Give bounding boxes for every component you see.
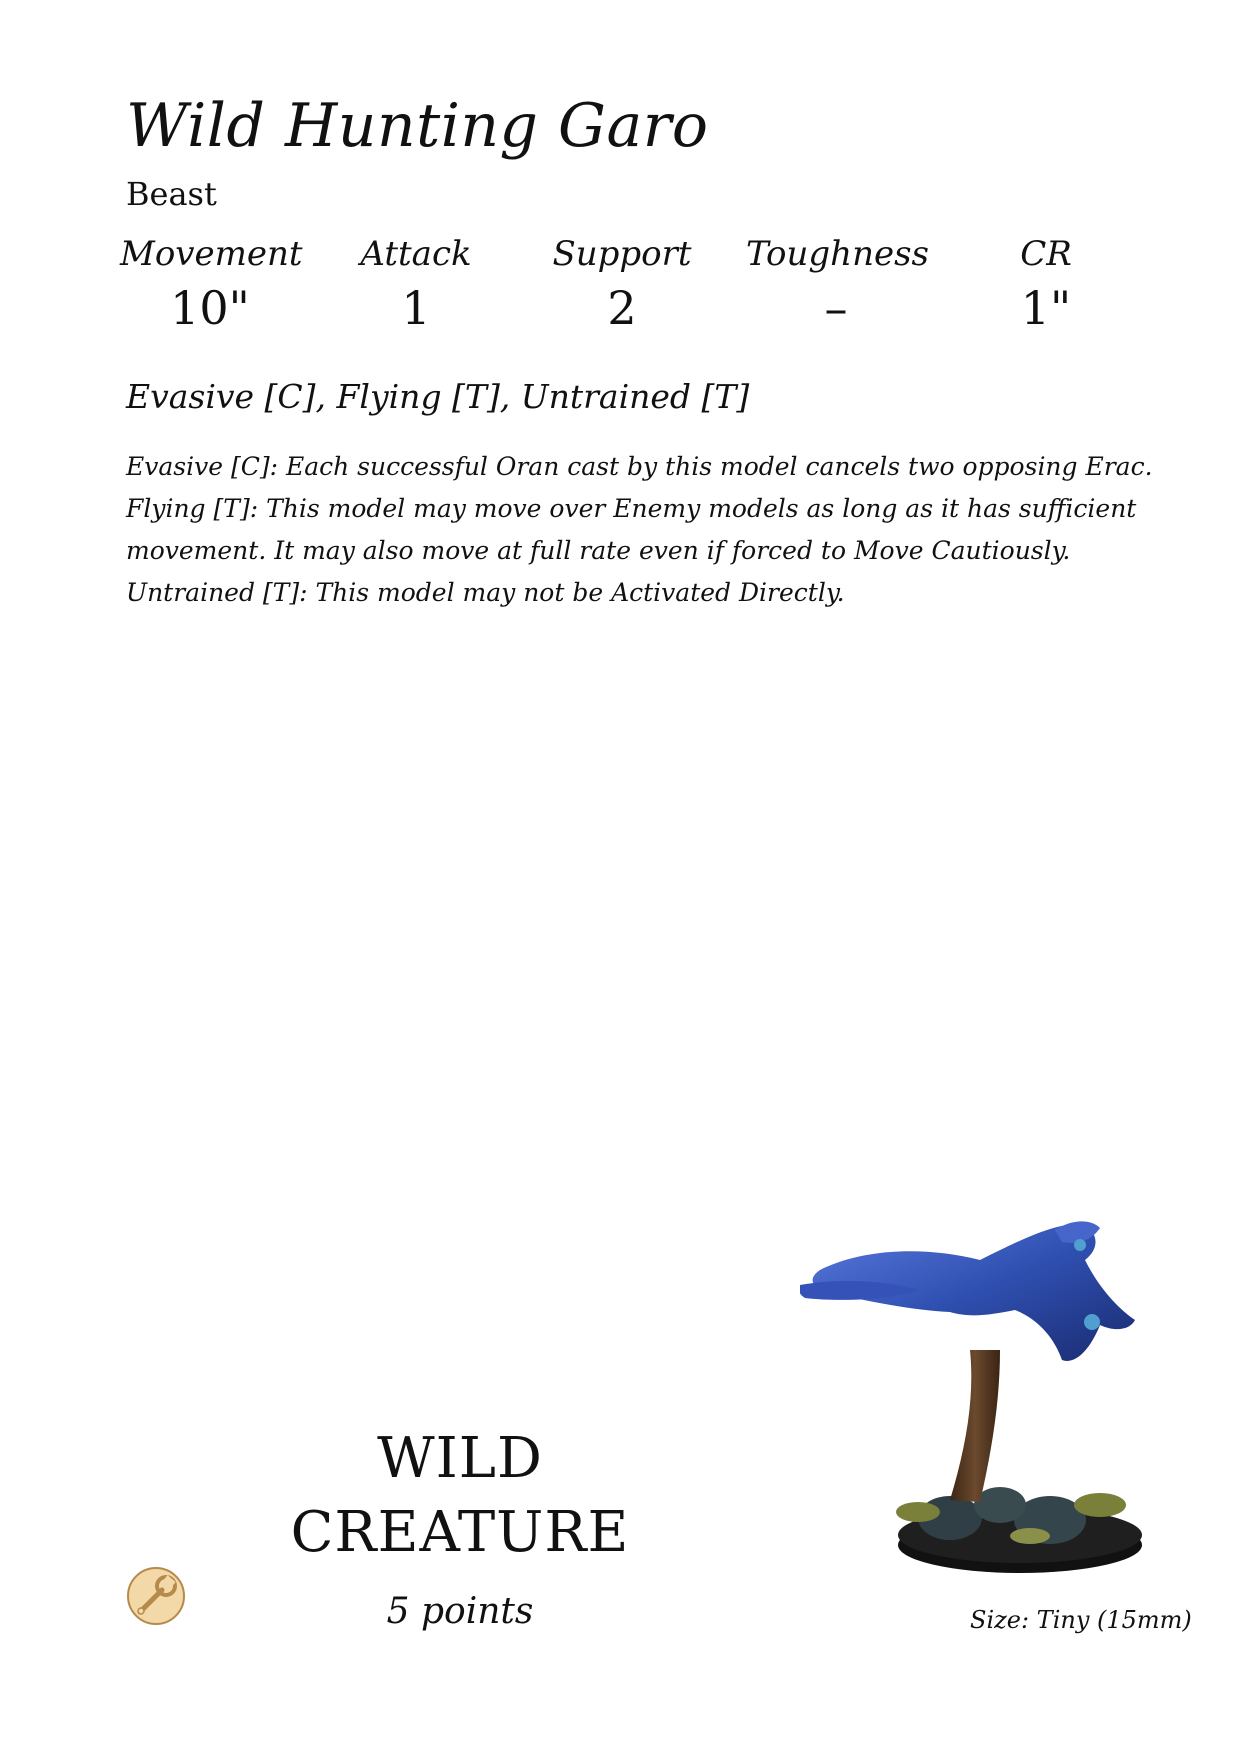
- stat-value: 2: [607, 281, 637, 335]
- stat-label: Movement: [120, 234, 303, 274]
- stat-value: 1": [1020, 281, 1072, 335]
- category-line: WILD: [377, 1426, 543, 1491]
- rule-line: Flying [T]: This model may move over Enemy models as long as it has sufficient: [126, 494, 1137, 523]
- points-cost: 5 points: [386, 1591, 534, 1632]
- rule-line: Evasive [C]: Each successful Oran cast by this model cancels two opposing Erac.: [126, 452, 1153, 481]
- stat-toughness: [746, 232, 929, 340]
- stat-support: [532, 232, 712, 340]
- stat-value: 10": [170, 281, 250, 335]
- rule-line: Untrained [T]: This model may not be Activated Directly.: [126, 578, 845, 607]
- rule-line: movement. It may also move at full rate even if forced to Move Cautiously.: [126, 536, 1071, 565]
- category-line: CREATURE: [290, 1500, 630, 1565]
- miniature-photo: [800, 1200, 1180, 1580]
- stat-label: Support: [552, 234, 692, 274]
- card-title: Wild Hunting Garo: [126, 91, 709, 161]
- unit-type: Beast: [126, 175, 217, 213]
- keyword-list: Evasive [C], Flying [T], Untrained [T]: [126, 377, 750, 416]
- stat-label: Toughness: [746, 234, 929, 274]
- stat-cr: [956, 232, 1136, 340]
- stat-value: 1: [401, 281, 431, 335]
- stat-movement: [120, 232, 303, 340]
- stat-label: Attack: [360, 234, 472, 274]
- unit-category: [260, 1422, 660, 1570]
- size-label: Size: Tiny (15mm): [970, 1606, 1192, 1634]
- rules-text: [126, 446, 1153, 614]
- wrench-emblem-icon: [126, 1566, 186, 1626]
- stat-label: CR: [1020, 234, 1072, 274]
- stat-attack: [326, 232, 506, 340]
- stat-value: –: [824, 281, 848, 335]
- stat-row: [120, 232, 1126, 352]
